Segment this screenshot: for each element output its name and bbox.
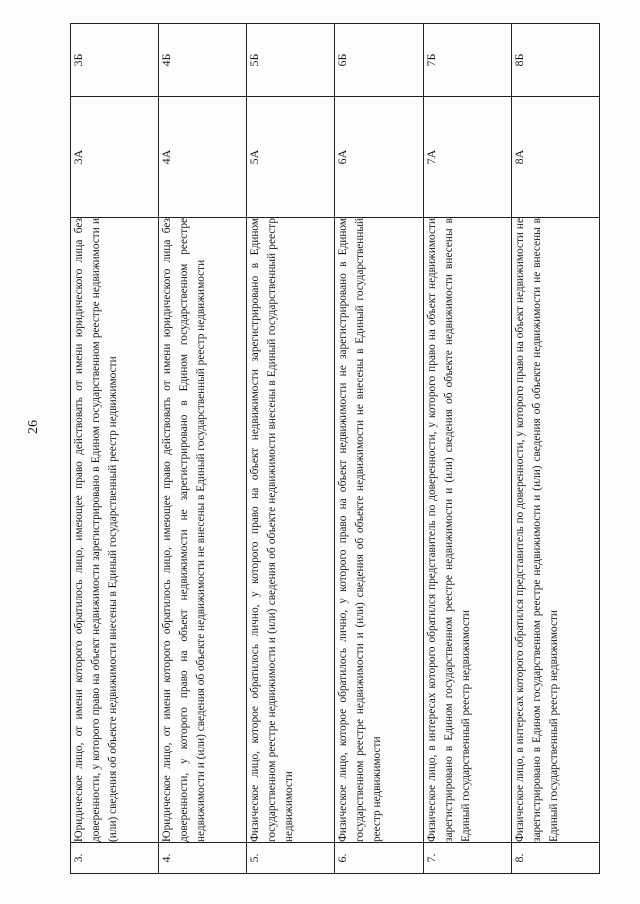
row-code-a: 6А	[335, 97, 423, 218]
table-row	[159, 24, 247, 874]
row-code-b: 3Б	[71, 24, 159, 97]
table-row	[511, 24, 599, 874]
row-description: Физическое лицо, которое обратилось лично, у которого право на объект недвижимости зарегистрировано в Едином государственном реестре недвижимости и (или) сведения об объекте недвижимости внесены в Единый государственный реестр недвижимости	[247, 218, 335, 843]
page-number: 26	[26, 420, 41, 434]
row-description: Физическое лицо, в интересах которого обратился представитель по доверенности, у которого право на объект недвижимости не зарегистрировано в Едином государственном реестре недвижимости и (или) сведения об объекте недвижимости не внесены в Единый государственный реестр недвижимости	[511, 218, 599, 843]
row-number: 6.	[335, 843, 423, 874]
row-description: Юридическое лицо, от имени которого обратилось лицо, имеющее право действовать от имени юридического лица без доверенности, у которого право на объект недвижимости зарегистрировано в Едином государственном реестре недвижимости и (или) сведения об объекте недвижимости внесены в Единый государственный реестр недвижимости	[71, 218, 159, 843]
row-code-a: 3А	[71, 97, 159, 218]
row-description: Физическое лицо, в интересах которого обратился представитель по доверенности, у которого право на объект недвижимости зарегистрировано в Едином государственном реестре недвижимости и (или) сведения об объекте недвижимости внесены в Единый государственный реестр недвижимости	[423, 218, 511, 843]
row-number: 5.	[247, 843, 335, 874]
row-code-b: 4Б	[159, 24, 247, 97]
row-code-a: 4А	[159, 97, 247, 218]
row-number: 4.	[159, 843, 247, 874]
row-code-b: 7Б	[423, 24, 511, 97]
row-number: 7.	[423, 843, 511, 874]
row-code-b: 5Б	[247, 24, 335, 97]
row-code-b: 6Б	[335, 24, 423, 97]
row-number: 8.	[511, 843, 599, 874]
row-description: Юридическое лицо, от имени которого обратилось лицо, имеющее право действовать от имени юридического лица без доверенности, у которого право на объект недвижимости не зарегистрировано в Едином государственном реестре недвижимости и (или) сведения об объекте недвижимости не внесены в Единый государственный реестр недвижимости	[159, 218, 247, 843]
applicant-category-table	[70, 23, 600, 874]
row-number: 3.	[71, 843, 159, 874]
table-row	[423, 24, 511, 874]
row-description: Физическое лицо, которое обратилось лично, у которого право на объект недвижимости не зарегистрировано в Едином государственном реестре недвижимости и (или) сведения об объекте недвижимости не внесены в Единый государственный реестр недвижимости	[335, 218, 423, 843]
table-body	[71, 24, 600, 874]
row-code-b: 8Б	[511, 24, 599, 97]
row-code-a: 7А	[423, 97, 511, 218]
table-row	[71, 24, 159, 874]
table-row	[247, 24, 335, 874]
row-code-a: 5А	[247, 97, 335, 218]
row-code-a: 8А	[511, 97, 599, 218]
table-row	[335, 24, 423, 874]
